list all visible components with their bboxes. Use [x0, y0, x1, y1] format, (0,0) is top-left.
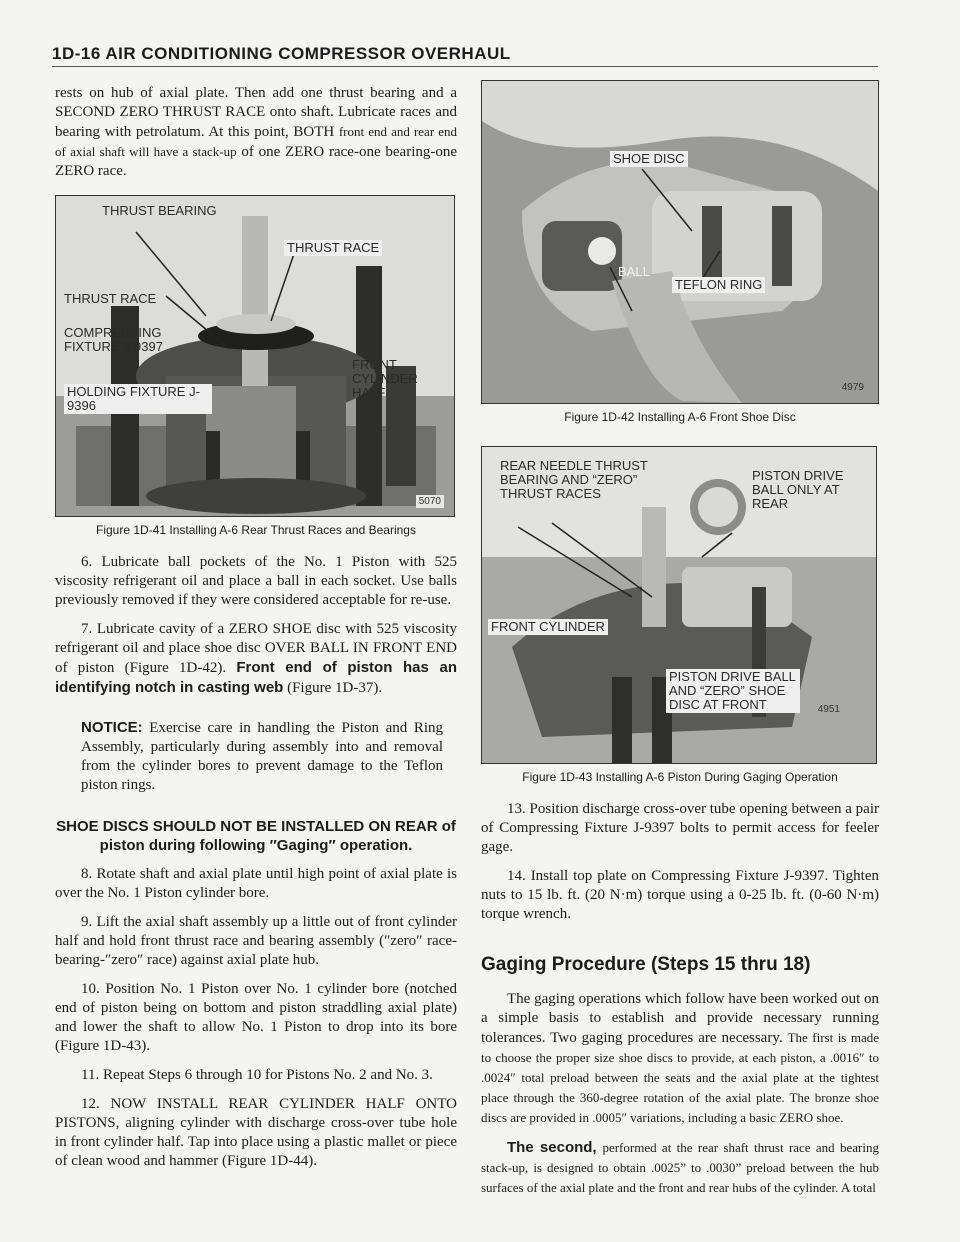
page-header: 1D-16 AIR CONDITIONING COMPRESSOR OVERHAUL: [52, 44, 511, 63]
label-compressing-fixture: COMPRESSING FIXTURE J-9397: [64, 325, 163, 354]
label-front-cylinder: FRONT CYLINDER: [488, 619, 608, 635]
figure-1d-42-photo: [482, 81, 878, 403]
step-13: 13. Position discharge cross-over tube opening between a pair of Compressing Fixture J-9397 bolts to permit access for feeler gage.: [481, 801, 879, 855]
figure-1d-43-number: 4951: [817, 704, 840, 715]
notice-text: Exercise care in handling the Piston and Ring Assembly, particularly during assembly into and removal from the cylinder bores to prevent damage to the Teflon piston rings.: [81, 720, 444, 793]
gaging-paragraph-1: [481, 990, 879, 1128]
gaging-procedure-heading: Gaging Procedure (Steps 15 thru 18): [481, 954, 811, 975]
intro-small-text: front end and rear end of axial shaft will have a stack-up: [55, 124, 458, 159]
right-column: [481, 80, 879, 1208]
label-ball: BALL: [618, 264, 650, 279]
step-7-text: 7. Lubricate cavity of a ZERO SHOE disc with 525 viscosity refrigerant oil and place shoe disc OVER BALL IN FRONT END of piston (Figure 1D-42).: [55, 621, 457, 676]
header-rule: [52, 66, 878, 67]
notice-label: NOTICE:: [81, 719, 143, 736]
step-9: 9. Lift the axial shaft assembly up a little out of front cylinder half and hold front thrust race and bearing assembly (″zero″ race-bearing-″zero″ race) against axial plate hub.: [55, 914, 457, 968]
figure-1d-42-number: 4979: [841, 382, 864, 393]
step-7-bold: Front end of piston has an identifying notch in casting web: [55, 659, 458, 696]
step-7-ref: (Figure 1D-37).: [287, 680, 383, 696]
intro-end-text: of one ZERO race-one bearing-one ZERO race.: [55, 144, 458, 179]
gaging-paragraph-2-text: performed at the rear shaft thrust race and bearing stack-up, is designed to obtain .0025” to .0030” preload between the hub surfaces of the axial plate and the front and rear hubs of the cylinder. A total: [481, 1140, 880, 1195]
figure-1d-42-caption: Figure 1D-42 Installing A-6 Front Shoe Disc: [564, 410, 796, 424]
figure-1d-43-caption: Figure 1D-43 Installing A-6 Piston During Gaging Operation: [522, 770, 838, 784]
figure-1d-43: [481, 446, 877, 764]
label-teflon-ring: TEFLON RING: [672, 277, 765, 293]
notice-paragraph: [81, 718, 443, 795]
figure-1d-41-caption: Figure 1D-41 Installing A-6 Rear Thrust Races and Bearings: [96, 523, 416, 537]
step-8: 8. Rotate shaft and axial plate until high point of axial plate is over the No. 1 Piston cylinder bore.: [55, 866, 457, 901]
shoe-disc-warning: SHOE DISCS SHOULD NOT BE INSTALLED ON REAR of piston during following ″Gaging″ operation.: [56, 818, 456, 854]
step-11: 11. Repeat Steps 6 through 10 for Pistons No. 2 and No. 3.: [81, 1067, 433, 1083]
step-10: 10. Position No. 1 Piston over No. 1 cylinder bore (notched end of piston being on bottom and piston straddling axial plate) and lower the shaft to allow No. 1 Piston to drop into its bore (Figure 1D-43).: [55, 981, 457, 1054]
step-14: 14. Install top plate on Compressing Fixture J-9397. Tighten nuts to 15 lb. ft. (20 N·m) torque using a 0-25 lb. ft. (0-60 N·m) torque wrench.: [481, 868, 879, 922]
figure-1d-42: [481, 80, 879, 404]
step-12: 12. NOW INSTALL REAR CYLINDER HALF ONTO PISTONS, aligning cylinder with discharge cross-over tube hole in front cylinder half. Tap into place using a plastic mallet or piece of clean wood and hammer (Figure 1D-44).: [55, 1096, 457, 1169]
label-thrust-race-left: THRUST RACE: [64, 291, 157, 306]
left-column: [55, 84, 457, 1181]
label-thrust-bearing: THRUST BEARING: [102, 203, 217, 218]
label-thrust-race-top: THRUST RACE: [284, 240, 382, 256]
label-piston-drive-rear: PISTON DRIVE BALL ONLY AT REAR: [752, 468, 844, 511]
intro-text: rests on hub of axial plate. Then add one thrust bearing and a SECOND ZERO THRUST RACE onto shaft. Lubricate races and bearing with petrolatum. At this point, BOTH: [55, 85, 457, 140]
label-front-cylinder-half: FRONT CYLINDER HALF: [352, 357, 418, 400]
notice-block: [81, 718, 443, 795]
label-rear-needle-bearing: REAR NEEDLE THRUST BEARING AND “ZERO” THRUST RACES: [500, 458, 648, 501]
label-piston-drive-front: PISTON DRIVE BALL AND “ZERO” SHOE DISC AT FRONT: [666, 669, 800, 713]
step-7: [55, 620, 457, 698]
label-shoe-disc: SHOE DISC: [610, 151, 688, 167]
figure-1d-41-photo: [56, 196, 454, 516]
gaging-paragraph-1-b: The first is made to choose the proper size shoe discs to provide, at each piston, a .0016″ to .0024″ total preload between the seats and the axial plate at the tightest place through the 360-degree rotation of the axial plate. The bronze shoe discs are provided in .0005″ variations, including a basic ZERO shoe.: [481, 1030, 879, 1125]
intro-paragraph: [55, 84, 457, 181]
figure-1d-41-number: 5070: [416, 495, 444, 508]
gaging-paragraph-2: [481, 1138, 879, 1198]
figure-1d-41: [55, 195, 455, 517]
label-holding-fixture: HOLDING FIXTURE J-9396: [64, 384, 212, 414]
gaging-paragraph-1-a: The gaging operations which follow have been worked out on a simple basis to establish and provide necessary running tolerances. Two gaging procedures are necessary.: [481, 991, 879, 1046]
step-6: 6. Lubricate ball pockets of the No. 1 Piston with 525 viscosity refrigerant oil and place a ball in each socket. Use balls previously removed if they were considered acceptable for re-use.: [55, 554, 457, 608]
gaging-paragraph-2-lead: The second,: [507, 1139, 597, 1156]
